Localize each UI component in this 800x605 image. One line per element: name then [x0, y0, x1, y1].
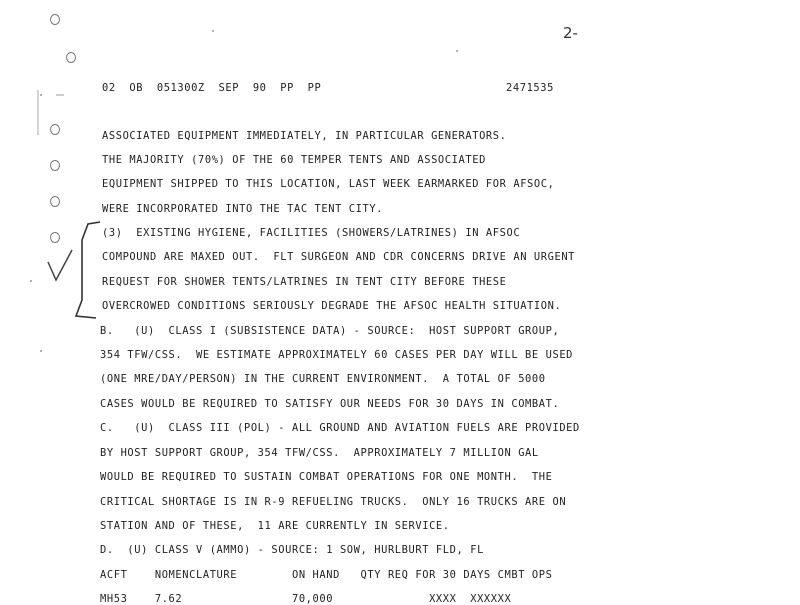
text-line: (ONE MRE/DAY/PERSON) IN THE CURRENT ENVIRONMENT. A TOTAL OF 5000 — [100, 373, 546, 385]
text-line: STATION AND OF THESE, 11 ARE CURRENTLY IN SERVICE. — [100, 520, 450, 532]
text-line: REQUEST FOR SHOWER TENTS/LATRINES IN TENT CITY BEFORE THESE — [102, 276, 507, 288]
text-line: D. (U) CLASS V (AMMO) - SOURCE: 1 SOW, HURLBURT FLD, FL — [100, 544, 484, 556]
text-line: MH53 7.62 70,000 XXXX XXXXXX — [100, 593, 512, 605]
message-header-right: 2471535 — [506, 82, 554, 94]
text-line: BY HOST SUPPORT GROUP, 354 TFW/CSS. APPROXIMATELY 7 MILLION GAL — [100, 447, 539, 459]
text-line: COMPOUND ARE MAXED OUT. FLT SURGEON AND CDR CONCERNS DRIVE AN URGENT — [102, 251, 576, 263]
text-line: CASES WOULD BE REQUIRED TO SATISFY OUR NEEDS FOR 30 DAYS IN COMBAT. — [100, 398, 560, 410]
text-line: THE MAJORITY (70%) OF THE 60 TEMPER TENTS AND ASSOCIATED — [102, 154, 486, 166]
text-line: B. (U) CLASS I (SUBSISTENCE DATA) - SOURCE: HOST SUPPORT GROUP, — [100, 325, 560, 337]
text-line: ACFT NOMENCLATURE ON HAND QTY REQ FOR 30 DAYS CMBT OPS — [100, 569, 553, 581]
text-line: CRITICAL SHORTAGE IS IN R-9 REFUELING TRUCKS. ONLY 16 TRUCKS ARE ON — [100, 496, 567, 508]
page-number: 2- — [563, 24, 578, 42]
text-line: ASSOCIATED EQUIPMENT IMMEDIATELY, IN PARTICULAR GENERATORS. — [102, 130, 507, 142]
text-line: WOULD BE REQUIRED TO SUSTAIN COMBAT OPERATIONS FOR ONE MONTH. THE — [100, 471, 553, 483]
message-header-left: 02 OB 051300Z SEP 90 PP PP — [102, 82, 322, 94]
text-line: (3) EXISTING HYGIENE, FACILITIES (SHOWERS/LATRINES) IN AFSOC — [102, 227, 521, 239]
text-line: C. (U) CLASS III (POL) - ALL GROUND AND AVIATION FUELS ARE PROVIDED — [100, 422, 580, 434]
text-line: WERE INCORPORATED INTO THE TAC TENT CITY. — [102, 203, 384, 215]
text-line: OVERCROWED CONDITIONS SERIOUSLY DEGRADE THE AFSOC HEALTH SITUATION. — [102, 300, 562, 312]
text-line: EQUIPMENT SHIPPED TO THIS LOCATION, LAST WEEK EARMARKED FOR AFSOC, — [102, 178, 555, 190]
text-line: 354 TFW/CSS. WE ESTIMATE APPROXIMATELY 60 CASES PER DAY WILL BE USED — [100, 349, 574, 361]
